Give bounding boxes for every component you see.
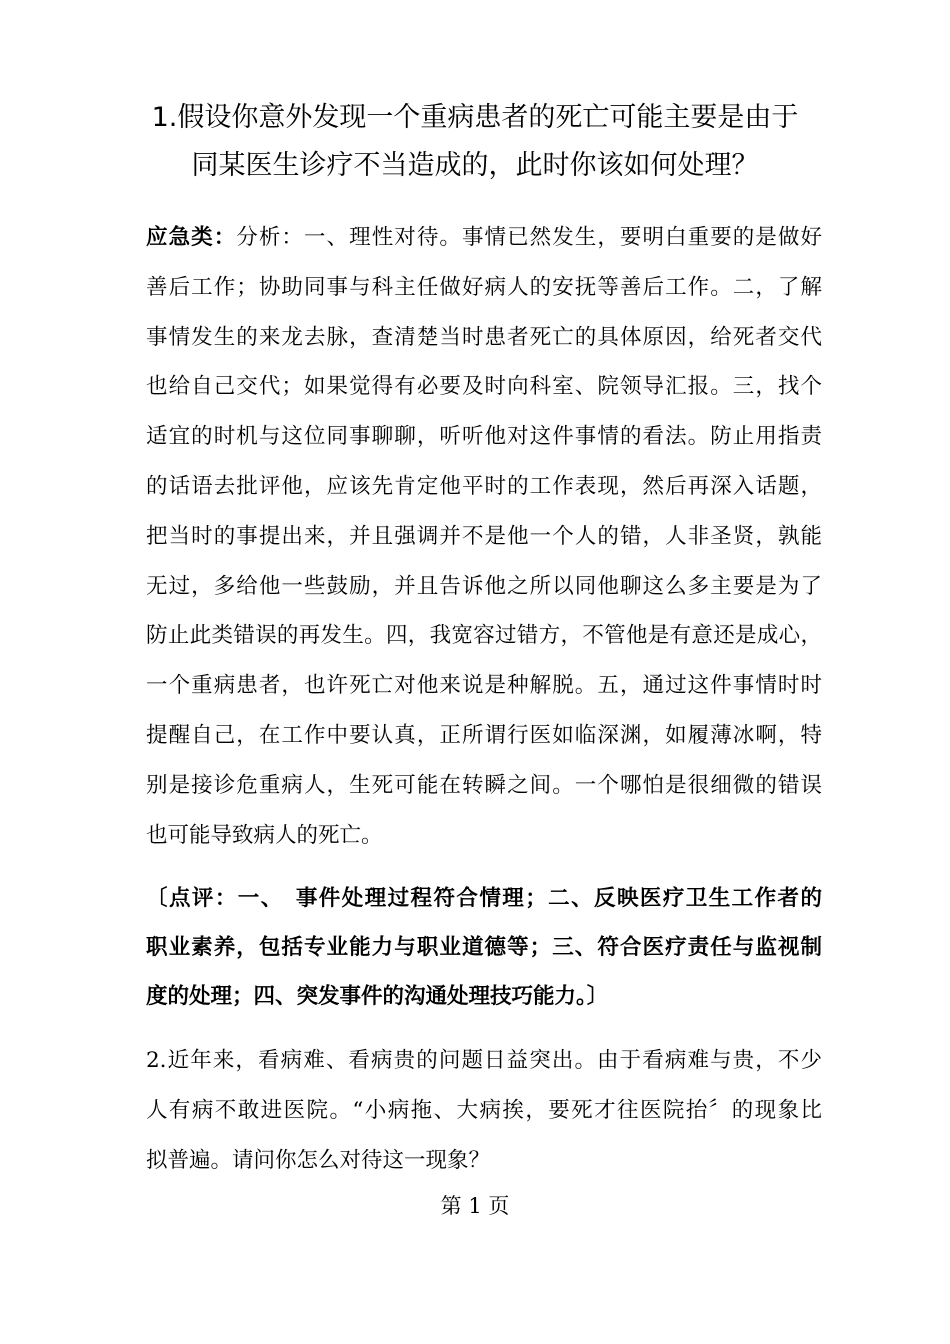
answer-line — [146, 213, 822, 263]
title-line: 同某医生诊疗不当造成的，此时你该如何处理？ — [191, 150, 759, 181]
question-1-title — [140, 94, 810, 190]
question-2-line: 人有病不敢进医院。“小病拖、大病挨，要死才往医院抬〞的现象比 — [146, 1097, 822, 1123]
answer-line-text: 分析：一、理性对待。事情已然发生，要明白重要的是做好 — [236, 225, 822, 250]
answer-line: 一个重病患者，也许死亡对他来说是种解脱。五，通过这件事情时时 — [146, 673, 822, 699]
answer-line: 把当时的事提出来，并且强调并不是他一个人的错，人非圣贤，孰能 — [146, 523, 822, 549]
answer-line: 无过，多给他一些鼓励，并且告诉他之所以同他聊这么多主要是为了 — [146, 573, 822, 599]
comment-line: 职业素养，包括专业能力与职业道德等；三、符合医疗责任与监视制 — [146, 935, 822, 960]
comment-line: 〔点评：一、 事件处理过程符合情理；二、反映医疗卫生工作者的 — [146, 886, 822, 911]
answer-line: 善后工作；协助同事与科主任做好病人的安抚等善后工作。二，了解 — [146, 274, 822, 300]
answer-line: 的话语去批评他，应该先肯定他平时的工作表现，然后再深入话题， — [146, 473, 822, 499]
question-2-line: 拟普遍。请问你怎么对待这一现象？ — [146, 1147, 491, 1173]
answer-line: 适宜的时机与这位同事聊聊，听听他对这件事情的看法。防止用指责 — [146, 424, 822, 450]
answer-line: 提醒自己，在工作中要认真，正所谓行医如临深渊，如履薄冰啊，特 — [146, 722, 822, 748]
answer-category-label: 应急类： — [146, 225, 237, 250]
question-1-answer — [146, 213, 822, 860]
answer-line: 也给自己交代；如果觉得有必要及时向科室、院领导汇报。三，找个 — [146, 374, 822, 400]
answer-line: 防止此类错误的再发生。四，我宽容过错方，不管他是有意还是成心， — [146, 623, 822, 649]
comment-line: 度的处理；四、突发事件的沟通处理技巧能力。〕 — [146, 984, 609, 1009]
question-2-text — [146, 1036, 822, 1185]
answer-line: 别是接诊危重病人，生死可能在转瞬之间。一个哪怕是很细微的错误 — [146, 772, 822, 798]
title-line: 1.假设你意外发现一个重病患者的死亡可能主要是由于 — [151, 102, 799, 133]
question-2-line: 2.近年来，看病难、看病贵的问题日益突出。由于看病难与贵，不少 — [146, 1048, 822, 1073]
answer-line: 事情发生的来龙去脉，查清楚当时患者死亡的具体原因，给死者交代 — [146, 324, 822, 350]
page-number: 第 1 页 — [440, 1194, 510, 1218]
answer-line: 也可能导致病人的死亡。 — [146, 822, 383, 848]
question-1-comment — [146, 874, 822, 1021]
